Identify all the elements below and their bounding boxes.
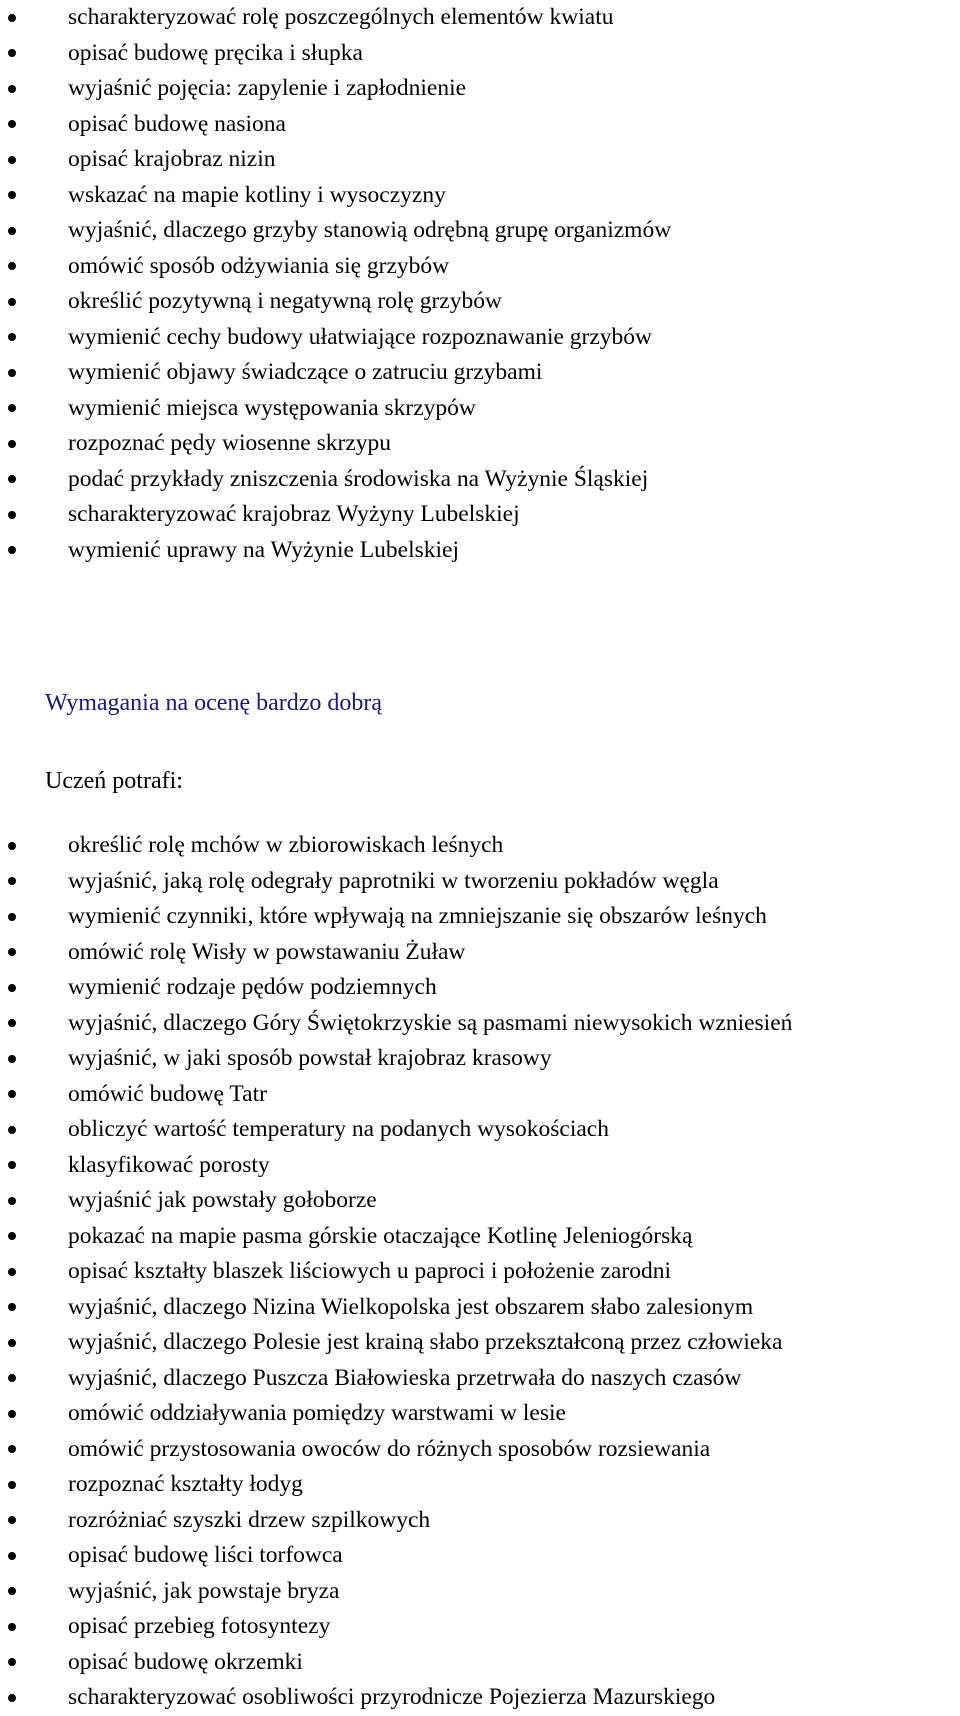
list-item-text: podać przykłady zniszczenia środowiska na Wyżynie Śląskiej [68, 465, 649, 492]
bullet-icon [8, 1303, 16, 1311]
list-item [0, 1219, 960, 1255]
bullet-icon [8, 156, 16, 164]
list-item [0, 935, 960, 971]
list-item-text: scharakteryzować rolę poszczególnych elementów kwiatu [68, 4, 614, 30]
bullet-icon [8, 842, 16, 850]
list-item [0, 1574, 960, 1610]
bullet-icon [8, 1374, 16, 1382]
list-item-text: opisać kształty blaszek liściowych u paproci i położenie zarodni [68, 1258, 671, 1284]
bullet-icon [8, 1410, 16, 1418]
list-item-text: wymienić rodzaje pędów podziemnych [68, 974, 437, 1000]
bullet-icon [8, 1197, 16, 1205]
list-item-text: wskazać na mapie kotliny i wysoczyzny [68, 181, 446, 208]
list-item [0, 462, 960, 498]
list-item-text: wymienić uprawy na Wyżynie Lubelskiej [68, 536, 460, 563]
bullet-icon [8, 475, 16, 483]
list-item-text: opisać budowę okrzemki [68, 1648, 303, 1675]
list-item [0, 1325, 960, 1361]
bullet-icon [8, 948, 16, 956]
list-item-text: wyjaśnić, dlaczego grzyby stanowią odrębną grupę organizmów [68, 217, 672, 243]
list-item-text: omówić przystosowania owoców do różnych sposobów rozsiewania [68, 1435, 711, 1462]
list-item [0, 426, 960, 462]
bullet-icon [8, 546, 16, 554]
list-item-text: wyjaśnić, dlaczego Nizina Wielkopolska jest obszarem słabo zalesionym [68, 1293, 754, 1320]
bullet-icon [8, 85, 16, 93]
list-item-text: omówić oddziaływania pomiędzy warstwami w lesie [68, 1400, 566, 1426]
bullet-icon [8, 1694, 16, 1702]
bullet-icon [8, 1055, 16, 1063]
list-item [0, 107, 960, 143]
list-item-text: opisać budowę liści torfowca [68, 1542, 343, 1568]
bullet-icon [8, 1445, 16, 1453]
bullet-icon [8, 14, 16, 22]
list-item-text: omówić sposób odżywiania się grzybów [68, 252, 450, 279]
list-item-text: scharakteryzować krajobraz Wyżyny Lubelskiej [68, 501, 520, 527]
list-item [0, 355, 960, 391]
list-item-text: pokazać na mapie pasma górskie otaczające Kotlinę Jeleniogórską [68, 1222, 693, 1249]
bullet-icon [8, 120, 16, 128]
bullet-icon [8, 1658, 16, 1666]
bullet-icon [8, 984, 16, 992]
list-item-text: wyjaśnić pojęcia: zapylenie i zapłodnienie [68, 75, 467, 101]
list-item [0, 970, 960, 1006]
list-item-text: wyjaśnić jak powstały gołoborze [68, 1187, 377, 1213]
list-item-text: rozpoznać pędy wiosenne skrzypu [68, 430, 392, 456]
list-item-text: opisać budowę nasiona [68, 110, 286, 137]
bullet-icon [8, 1552, 16, 1560]
bullet-icon [8, 1587, 16, 1595]
bullet-icon [8, 1090, 16, 1098]
list-item-text: określić pozytywną i negatywną rolę grzybów [68, 288, 502, 314]
list-item [0, 1609, 960, 1645]
list-item-text: omówić budowę Tatr [68, 1080, 267, 1107]
bullet-icon [8, 913, 16, 921]
bullet-icon [8, 227, 16, 235]
list-item-text: rozróżniać szyszki drzew szpilkowych [68, 1506, 431, 1533]
bullet-icon [8, 298, 16, 306]
list-item [0, 533, 960, 569]
list-item [0, 213, 960, 249]
bullet-icon [8, 1019, 16, 1027]
list-item [0, 1077, 960, 1113]
list-item-text: wymienić objawy świadczące o zatruciu grzybami [68, 359, 543, 385]
list-item-text: wymienić czynniki, które wpływają na zmniejszanie się obszarów leśnych [68, 903, 767, 929]
list-item [0, 284, 960, 320]
list-item [0, 497, 960, 533]
list-item [0, 1112, 960, 1148]
list-item [0, 1148, 960, 1184]
list-item [0, 1538, 960, 1574]
bullet-icon [8, 369, 16, 377]
list-item [0, 1183, 960, 1219]
list-item [0, 864, 960, 900]
list-item-text: scharakteryzować osobliwości przyrodnicze Pojezierza Mazurskiego [68, 1684, 716, 1710]
list-item-text: opisać budowę pręcika i słupka [68, 39, 363, 66]
list-item [0, 828, 960, 864]
bullet-icon [8, 1516, 16, 1524]
list-item [0, 178, 960, 214]
bullet-icon [8, 1268, 16, 1276]
list-item-text: rozpoznać kształty łodyg [68, 1471, 303, 1497]
bullet-icon [8, 404, 16, 412]
list-item-text: wyjaśnić, jak powstaje bryza [68, 1577, 340, 1604]
bullet-icon [8, 511, 16, 519]
requirements-list-top [0, 0, 960, 568]
list-item-text: wyjaśnić, dlaczego Góry Świętokrzyskie są pasmami niewysokich wzniesień [68, 1009, 793, 1036]
section-heading: Wymagania na ocenę bardzo dobrą [45, 690, 383, 716]
bullet-icon [8, 440, 16, 448]
list-item [0, 899, 960, 935]
list-item-text: opisać przebieg fotosyntezy [68, 1613, 331, 1639]
bullet-icon [8, 333, 16, 341]
list-item [0, 1361, 960, 1397]
list-item [0, 1041, 960, 1077]
list-item [0, 1290, 960, 1326]
list-item-text: wymienić cechy budowy ułatwiające rozpoznawanie grzybów [68, 323, 653, 350]
bullet-icon [8, 1161, 16, 1169]
list-item [0, 1680, 960, 1716]
list-item [0, 1006, 960, 1042]
section-subheading: Uczeń potrafi: [45, 768, 183, 794]
list-item [0, 142, 960, 178]
list-item [0, 320, 960, 356]
bullet-icon [8, 1126, 16, 1134]
list-item [0, 1467, 960, 1503]
bullet-icon [8, 877, 16, 885]
list-item [0, 1254, 960, 1290]
list-item [0, 1503, 960, 1539]
list-item-text: wyjaśnić, jaką rolę odegrały paprotniki w tworzeniu pokładów węgla [68, 867, 719, 894]
list-item [0, 1645, 960, 1681]
list-item-text: klasyfikować porosty [68, 1151, 270, 1178]
list-item-text: opisać krajobraz nizin [68, 146, 276, 172]
list-item [0, 1432, 960, 1468]
list-item-text: wyjaśnić, dlaczego Polesie jest krainą słabo przekształconą przez człowieka [68, 1329, 783, 1355]
bullet-icon [8, 262, 16, 270]
bullet-icon [8, 191, 16, 199]
bullet-icon [8, 49, 16, 57]
list-item-text: obliczyć wartość temperatury na podanych wysokościach [68, 1116, 609, 1142]
requirements-list-bottom [0, 828, 960, 1716]
list-item-text: określić rolę mchów w zbiorowiskach leśnych [68, 832, 504, 858]
list-item [0, 249, 960, 285]
bullet-icon [8, 1481, 16, 1489]
list-item [0, 1396, 960, 1432]
bullet-icon [8, 1623, 16, 1631]
list-item [0, 71, 960, 107]
bullet-icon [8, 1339, 16, 1347]
bullet-icon [8, 1232, 16, 1240]
list-item [0, 0, 960, 36]
list-item [0, 36, 960, 72]
list-item-text: wyjaśnić, dlaczego Puszcza Białowieska przetrwała do naszych czasów [68, 1364, 742, 1391]
list-item-text: wymienić miejsca występowania skrzypów [68, 394, 476, 421]
list-item-text: omówić rolę Wisły w powstawaniu Żuław [68, 938, 466, 965]
list-item-text: wyjaśnić, w jaki sposób powstał krajobraz krasowy [68, 1045, 552, 1071]
list-item [0, 391, 960, 427]
